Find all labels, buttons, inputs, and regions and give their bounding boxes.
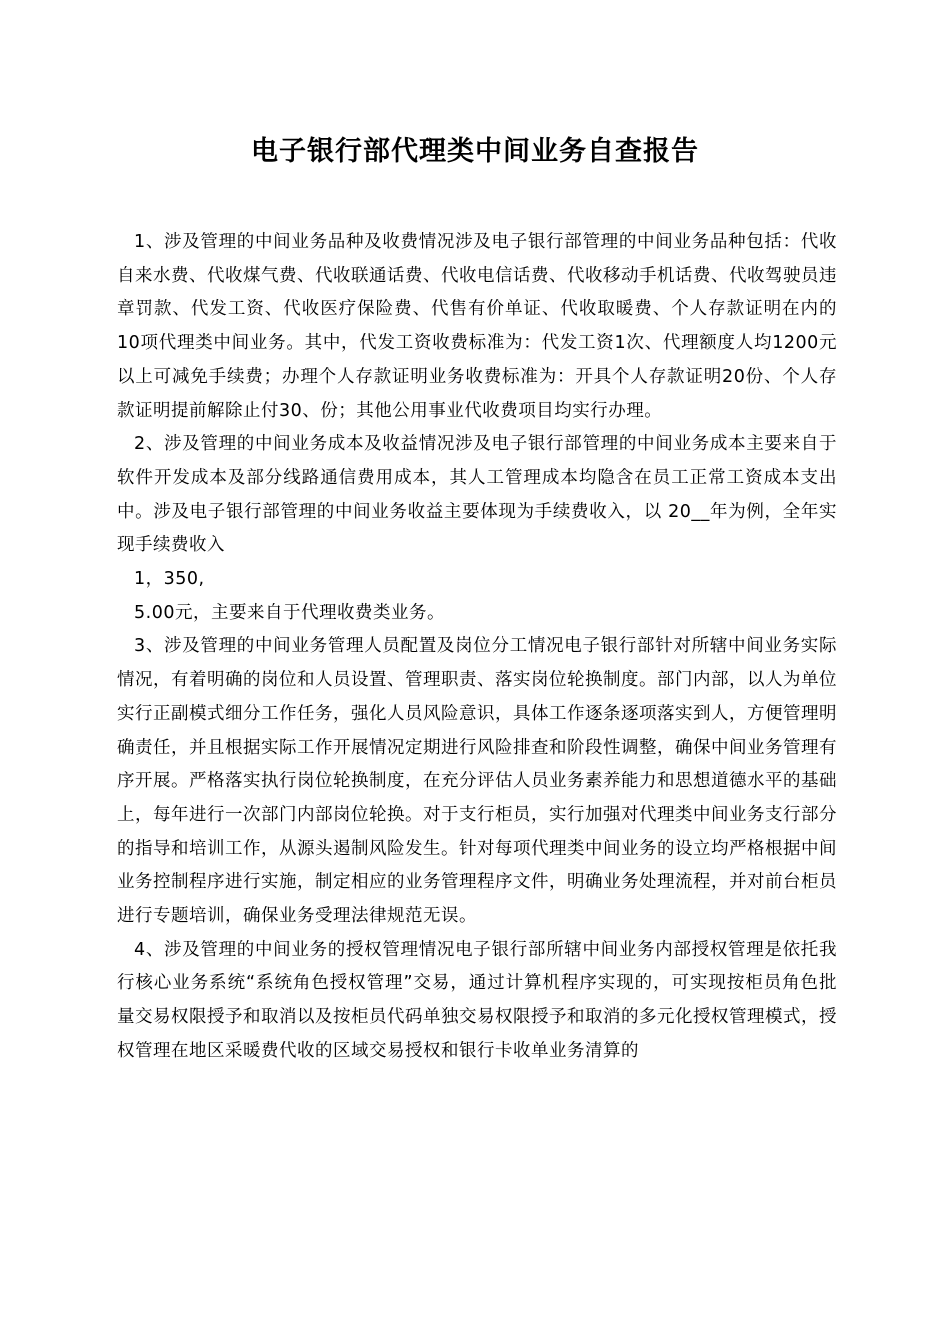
paragraph-amount-line-2: 5.00元，主要来自于代理收费类业务。 <box>134 602 445 623</box>
paragraph-2: 2、涉及管理的中间业务成本及收益情况涉及电子银行部管理的中间业务成本主要来自于软件开发成本及部分线路通信费用成本，其人工管理成本均隐含在员工正常工资成本支出中。涉及电子银行部管理的中间业务收益主要体现为手续费收入，以 20__年为例，全年实现手续费收入 <box>117 434 837 556</box>
paragraph-1: 1、涉及管理的中间业务品种及收费情况涉及电子银行部管理的中间业务品种包括：代收自来水费、代收煤气费、代收联通话费、代收电信话费、代收移动手机话费、代收驾驶员违章罚款、代发工资、代收医疗保险费、代售有价单证、代收取暖费、个人存款证明在内的10项代理类中间业务。其中，代发工资收费标准为：代发工资1次、代理额度人均1200元以上可减免手续费；办理个人存款证明业务收费标准为：开具个人存款证明20份、个人存款证明提前解除止付30、份；其他公用事业代收费项目均实行办理。 <box>117 232 837 421</box>
document-body <box>117 226 837 1069</box>
paragraph-3: 3、涉及管理的中间业务管理人员配置及岗位分工情况电子银行部针对所辖中间业务实际情况，有着明确的岗位和人员设置、管理职责、落实岗位轮换制度。部门内部，以人为单位实行正副模式细分工作任务，强化人员风险意识，具体工作逐条逐项落实到人，方便管理明确责任，并且根据实际工作开展情况定期进行风险排查和阶段性调整，确保中间业务管理有序开展。严格落实执行岗位轮换制度，在充分评估人员业务素养能力和思想道德水平的基础上，每年进行一次部门内部岗位轮换。对于支行柜员，实行加强对代理类中间业务支行部分的指导和培训工作，从源头遏制风险发生。针对每项代理类中间业务的设立均严格根据中间业务控制程序进行实施，制定相应的业务管理程序文件，明确业务处理流程，并对前台柜员进行专题培训，确保业务受理法律规范无误。 <box>117 636 837 927</box>
paragraph-amount-line-1: 1，350, <box>134 569 205 590</box>
document-title: 电子银行部代理类中间业务自查报告 <box>251 136 699 167</box>
paragraph-4: 4、涉及管理的中间业务的授权管理情况电子银行部所辖中间业务内部授权管理是依托我行核心业务系统“系统角色授权管理”交易，通过计算机程序实现的，可实现按柜员角色批量交易权限授予和取消以及按柜员代码单独交易权限授予和取消的多元化授权管理模式，授权管理在地区采暖费代收的区域交易授权和银行卡收单业务清算的 <box>117 939 837 1061</box>
